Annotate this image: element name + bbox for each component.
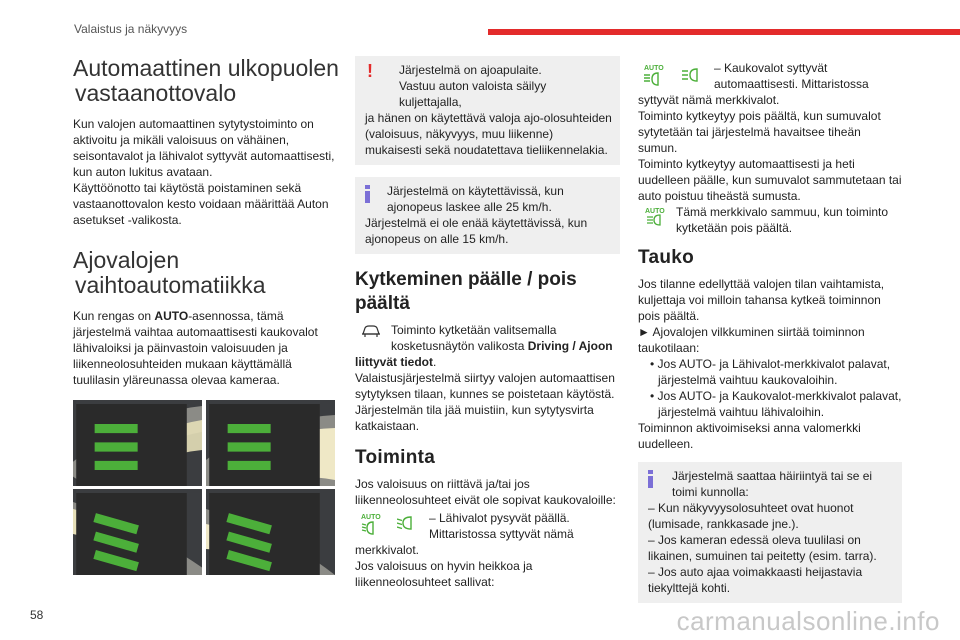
box-text: Järjestelmä on käytettävissä, kun — [387, 184, 564, 198]
section-title: Valaistus ja näkyvyys — [74, 22, 188, 36]
paragraph: automaattisesti. Mittaristossa — [714, 77, 869, 91]
paragraph: Toiminto kytketään valitsemalla — [391, 323, 557, 337]
low-beam-icon — [206, 493, 329, 575]
heading-line: vastaanottovalo — [75, 80, 237, 106]
paragraph: Jos tilanne edellyttää valojen tilan vaihtamista, kuljettaja voi milloin tahansa kytkeä toiminnon pois päältä. — [638, 277, 885, 323]
svg-text:AUTO: AUTO — [644, 65, 664, 72]
paragraph: Kun rengas on AUTO-asennossa, tämä järjestelmä vaihtaa automaattisesti kaukovalot lähivaloiksi ja päinvastoin valoisuuden ja liikenneolosuhteiden mukaan käyttämällä tuulilasin yläreunassa olevaa kameraa. — [73, 309, 318, 387]
box-text: – Kun näkyvyysolosuhteet ovat huonot (lumisade, rankkasade jne.). — [648, 501, 854, 531]
paragraph: Tämä merkkivalo sammuu, kun toiminto — [676, 205, 889, 219]
paragraph: Toiminto kytkeytyy pois päältä, kun sumuvalot sytytetään tai järjestelmä havaitsee tiheän sumun. — [638, 109, 881, 155]
paragraph: Toiminnon aktivoimiseksi anna valomerkki uudelleen. — [638, 421, 861, 451]
paragraph: Jos valoisuus on hyvin heikkoa ja liikenneolosuhteet sallivat: — [355, 559, 533, 589]
auto-lights-icon — [644, 206, 672, 226]
paragraph: syttyvät nämä merkkivalot. — [638, 93, 780, 107]
column-1 — [73, 56, 339, 574]
bold-text: AUTO — [154, 309, 189, 323]
heading-line: Ajovalojen — [73, 247, 180, 273]
info-box — [355, 177, 620, 254]
info-icon — [365, 185, 370, 203]
box-text: Järjestelmä ei ole enää käytettävissä, kun ajonopeus on alle 15 km/h. — [365, 216, 588, 246]
paragraph: – Lähivalot pysyvät päällä. — [429, 511, 570, 525]
paragraph: – Kaukovalot syttyvät — [714, 61, 828, 75]
paragraph: kytketään pois päältä. — [676, 221, 793, 235]
heading-line: Automaattinen ulkopuolen — [73, 55, 339, 81]
box-text: toimi kunnolla: — [672, 485, 749, 499]
paragraph: liittyvät tiedot. — [355, 355, 437, 369]
box-text: Vastuu auton valoista säilyy kuljettajalla, — [399, 79, 547, 109]
paragraph: ► Ajovalojen vilkkuminen siirtää toiminnon taukotilaan: — [638, 325, 865, 355]
paragraph: Toiminto kytkeytyy automaattisesti ja heti uudelleen päälle, kun sumuvalot sammutetaan tai auto poistuu tiheästä sumusta. — [638, 157, 902, 203]
auto-indicator-off-line — [638, 204, 902, 236]
headlight-illustrations — [73, 400, 335, 574]
heading-welcome-lighting — [73, 56, 339, 106]
box-text: ajonopeus laskee alle 25 km/h. — [387, 200, 552, 214]
paragraph: Kun valojen automaattinen sytytystoiminto on aktivoitu ja mikäli valoisuus on vähäinen, seisontavalot ja lähivalot syttyvät automaattisesti, kun auton lukitus avataan. — [73, 117, 335, 179]
illustration-overtaking — [206, 489, 335, 575]
box-text: Järjestelmä on ajoapulaite. — [399, 63, 542, 77]
heading-line: vaihtoautomatiikka — [75, 272, 266, 298]
auto-lights-icon — [359, 511, 385, 535]
warning-box — [355, 56, 620, 165]
box-text: ja hänen on käytettävä valoja ajo-olosuhteiden (valoisuus, näkyvyys, muu liikenne) mukaisesti sekä noudatettava tieliikennelakia. — [365, 111, 612, 157]
high-beam-indicator-line — [638, 60, 902, 108]
svg-text:AUTO: AUTO — [645, 208, 665, 215]
paragraph: Käyttöönotto tai käytöstä poistaminen sekä vastaanottovalon kesto voidaan määrittää Auton asetukset -valikosta. — [73, 181, 329, 227]
heading-line: päältä — [355, 293, 410, 314]
high-beam-icon — [206, 404, 329, 486]
paragraph: Mittaristossa syttyvät nämä — [429, 527, 574, 541]
svg-text:AUTO: AUTO — [361, 514, 381, 521]
page-number: 58 — [30, 608, 44, 622]
box-text: Järjestelmä saattaa häiriintyä tai se ei — [672, 469, 873, 483]
info-box — [638, 462, 902, 603]
bullet-item: • Jos AUTO- ja Lähivalot-merkkivalot palavat, järjestelmä vaihtuu kaukovaloihin. — [650, 357, 891, 387]
warning-icon: ! — [367, 61, 373, 81]
auto-lights-icon — [642, 62, 670, 86]
paragraph: Valaistusjärjestelmä siirtyy valojen automaattisen sytytyksen tilaan, kunnes se poistetaan käytöstä. Järjestelmän tila jää muistiin, kun sytytysvirta katkaistaan. — [355, 371, 615, 433]
illustration-high-beam — [206, 400, 335, 486]
heading-line: Kytkeminen päälle / pois — [355, 269, 577, 290]
paragraph: kosketusnäytön valikosta Driving / Ajoon — [391, 339, 613, 353]
box-text: – Jos kameran edessä oleva tuulilasi on likainen, sumuinen tai peitetty (esim. tarra). — [648, 533, 877, 563]
paragraph: merkkivalot. — [355, 543, 420, 557]
header-accent-bar — [488, 29, 960, 35]
low-beam-icon — [73, 493, 196, 575]
info-icon — [648, 470, 653, 488]
watermark: carmanualsonline.info — [676, 606, 940, 636]
illustration-low-beam-oncoming — [73, 400, 202, 486]
heading-auto-high-beam — [73, 248, 339, 298]
low-beam-icon — [397, 515, 419, 531]
illustration-low-beam-following — [73, 489, 202, 575]
paragraph: Jos valoisuus on riittävä ja/tai jos liikenneolosuhteet eivät ole sopivat kaukovaloille: — [355, 477, 616, 507]
heading-toiminta: Toiminta — [355, 447, 436, 468]
heading-tauko: Tauko — [638, 247, 695, 268]
column-2 — [355, 56, 620, 590]
high-beam-icon — [73, 404, 196, 486]
on-off-instruction — [355, 322, 620, 434]
column-3 — [638, 60, 902, 603]
bullet-item: • Jos AUTO- ja Kaukovalot-merkkivalot palavat, järjestelmä vaihtuu lähivaloihin. — [650, 389, 902, 419]
box-text: – Jos auto ajaa voimakkaasti heijastavia tiekylttejä kohti. — [648, 565, 863, 595]
high-beam-icon — [682, 67, 704, 83]
heading-on-off — [355, 268, 620, 316]
car-icon — [361, 324, 381, 338]
low-beam-indicator-line — [355, 510, 620, 558]
